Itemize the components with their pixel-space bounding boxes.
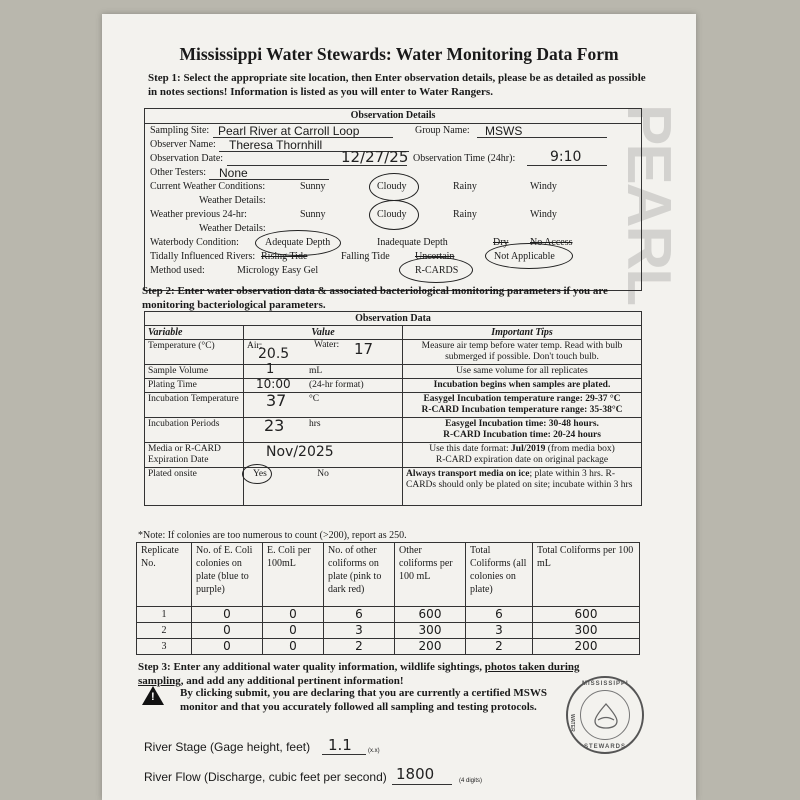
rep-cell[interactable]: 300 [395, 623, 466, 639]
rep-cell[interactable]: 0 [263, 623, 324, 639]
step3-instructions: Step 3: Enter any additional water quality information, wildlife sightings, photos taken during sampling, and add any additional pertinent information! [138, 661, 580, 687]
rep-cell[interactable]: 0 [192, 639, 263, 655]
method-option-rcards[interactable]: R-CARDS [415, 265, 459, 276]
media-tip-2: R-CARD expiration date on original package [435, 455, 609, 465]
rep-cell[interactable]: 0 [263, 607, 324, 623]
group-name-value[interactable]: MSWS [485, 124, 523, 138]
rep-cell: 2 [137, 623, 192, 639]
plated-yes-option[interactable]: Yes [253, 469, 267, 479]
plating-time-unit: (24-hr format) [309, 380, 364, 390]
group-name-label: Group Name: [415, 125, 470, 136]
incubation-period-label: Incubation Periods [145, 418, 244, 443]
rep-cell: 1 [137, 607, 192, 623]
water-temp-value[interactable]: 17 [354, 340, 374, 358]
method-label: Method used: [150, 265, 205, 276]
weather-option-sunny[interactable]: Sunny [300, 181, 326, 192]
weather-option-rainy[interactable]: Rainy [453, 181, 477, 192]
water-label: Water: [314, 340, 340, 350]
rep-header-replicate: Replicate No. [137, 543, 192, 607]
prev-weather-option-windy[interactable]: Windy [530, 209, 557, 220]
msws-seal-logo: MISSISSIPPI STEWARDS WATER [566, 676, 644, 754]
tidal-option-falling[interactable]: Falling Tide [341, 251, 390, 262]
rep-cell[interactable]: 6 [324, 607, 395, 623]
warning-icon: ! [142, 686, 164, 705]
table-row [137, 607, 640, 623]
replicate-table [136, 542, 640, 655]
sample-volume-value[interactable]: 1 [266, 362, 275, 377]
plated-tip-1: Always transport media on ice [406, 469, 530, 479]
other-testers-value[interactable]: None [219, 166, 248, 180]
observation-time-label: Observation Time (24hr): [413, 153, 516, 164]
observation-time-value[interactable]: 9:10 [550, 149, 582, 165]
rep-cell[interactable]: 600 [395, 607, 466, 623]
rep-cell[interactable]: 2 [324, 639, 395, 655]
waterbody-option-inadequate[interactable]: Inadequate Depth [377, 237, 448, 248]
rep-header-other-per-100: Other coliforms per 100 mL [395, 543, 466, 607]
sample-volume-unit: mL [309, 366, 323, 376]
waterbody-condition-label: Waterbody Condition: [150, 237, 239, 248]
rep-cell[interactable]: 200 [533, 639, 640, 655]
incubation-period-tip-2: R-CARD Incubation time: 20-24 hours [443, 430, 601, 440]
incubation-temp-tip-2: R-CARD Incubation temperature range: 35-38°C [421, 405, 623, 415]
rep-cell[interactable]: 2 [466, 639, 533, 655]
rep-header-total: Total Coliforms (all colonies on plate) [466, 543, 533, 607]
rep-cell[interactable]: 600 [533, 607, 640, 623]
rep-cell[interactable]: 3 [466, 623, 533, 639]
incubation-period-unit: hrs [309, 419, 321, 429]
observation-date-value[interactable]: 12/27/25 [341, 148, 409, 166]
incubation-period-tip-1: Easygel Incubation time: 30-48 hours. [445, 419, 599, 429]
waterbody-option-dry[interactable]: Dry [493, 237, 509, 248]
col-variable: Variable [145, 326, 244, 340]
weather-previous-label: Weather previous 24-hr: [150, 209, 247, 220]
rep-header-ecoli-per-100: E. Coli per 100mL [263, 543, 324, 607]
tidal-option-uncertain[interactable]: Uncertain [415, 251, 455, 262]
observation-details-header: Observation Details [145, 109, 641, 124]
rep-header-other-colonies: No. of other coliforms on plate (pink to dark red) [324, 543, 395, 607]
incubation-period-value[interactable]: 23 [264, 416, 285, 435]
media-tip-format: Jul/2019 [511, 444, 546, 454]
river-flow-label: River Flow (Discharge, cubic feet per second) [144, 770, 387, 784]
incubation-temp-value[interactable]: 37 [266, 391, 287, 410]
declaration-text: By clicking submit, you are declaring that you are currently a certified MSWS monitor and that you accurately followed all sampling and testing protocols. [180, 687, 547, 713]
col-tips: Important Tips [403, 326, 642, 340]
step2-instructions: Step 2: Enter water observation data & associated bacteriological monitoring parameters if you are monitoring bacteriological parameters. [142, 285, 608, 311]
sample-volume-tip: Use same volume for all replicates [403, 365, 642, 379]
sampling-site-value[interactable]: Pearl River at Carroll Loop [218, 124, 360, 138]
rep-header-ecoli-colonies: No. of E. Coli colonies on plate (blue to purple) [192, 543, 263, 607]
media-tip-1: Use this date format: [429, 444, 512, 454]
air-label: Air: [247, 341, 263, 351]
observation-details-box [144, 108, 642, 291]
rep-cell[interactable]: 0 [192, 607, 263, 623]
rep-cell: 3 [137, 639, 192, 655]
step1-instructions: Step 1: Select the appropriate site location, then Enter observation details, please be as detailed as possible in notes sections! Information is listed as you will enter to Water Rangers. [148, 72, 646, 98]
air-temp-value[interactable]: 20.5 [258, 346, 290, 362]
form-paper [102, 14, 696, 800]
sampling-site-label: Sampling Site: [150, 125, 210, 136]
incubation-temp-label: Incubation Temperature [145, 393, 244, 418]
temperature-label: Temperature (°C) [145, 340, 244, 365]
tidal-label: Tidally Influenced Rivers: [150, 251, 256, 262]
weather-details-label: Weather Details: [199, 195, 266, 206]
media-expiration-value[interactable]: Nov/2025 [266, 444, 334, 460]
table-row [137, 639, 640, 655]
current-weather-label: Current Weather Conditions: [150, 181, 266, 192]
colonies-note: *Note: If colonies are too numerous to count (>200), report as 250. [138, 530, 407, 541]
table-row [137, 623, 640, 639]
river-stage-label: River Stage (Gage height, feet) [144, 740, 311, 754]
observation-date-label: Observation Date: [150, 153, 224, 164]
prev-weather-selection-circle [369, 200, 419, 230]
rep-cell[interactable]: 3 [324, 623, 395, 639]
rep-cell[interactable]: 0 [192, 623, 263, 639]
river-flow-hint: (4 digits) [459, 778, 483, 784]
river-stage-value[interactable]: 1.1 [328, 736, 352, 754]
tidal-option-not-applicable[interactable]: Not Applicable [494, 251, 555, 262]
pearl-watermark: PEARL [614, 104, 683, 305]
plated-no-option[interactable]: No [317, 469, 329, 479]
incubation-temp-unit: °C [309, 394, 320, 404]
water-drop-icon [592, 703, 620, 729]
plated-tip-2: ; plate within 3 hrs. R-CARDs should only be plated on site; incubate within 3 hrs [406, 469, 633, 490]
rep-cell[interactable]: 200 [395, 639, 466, 655]
plated-onsite-label: Plated onsite [145, 468, 244, 506]
rep-cell[interactable]: 0 [263, 639, 324, 655]
river-flow-value[interactable]: 1800 [396, 765, 435, 783]
rep-header-total-per-100: Total Coliforms per 100 mL [533, 543, 640, 607]
temperature-tip: Measure air temp before water temp. Read with bulb submerged if possible. Don't touch bulb. [403, 340, 642, 365]
river-stage-hint: (x.x) [368, 748, 380, 754]
plating-time-tip: Incubation begins when samples are plated. [403, 379, 642, 393]
observation-data-header: Observation Data [145, 312, 642, 326]
current-weather-selection-circle [369, 173, 419, 201]
observer-name-label: Observer Name: [150, 139, 216, 150]
weather-details-label-2: Weather Details: [199, 223, 266, 234]
tidal-option-rising[interactable]: Rising Tide [261, 251, 308, 262]
incubation-temp-tip-1: Easygel Incubation temperature range: 29-37 °C [423, 394, 621, 404]
prev-weather-option-cloudy[interactable]: Cloudy [377, 209, 407, 220]
media-expiration-label: Media or R-CARD Expiration Date [145, 443, 244, 468]
form-title: Mississippi Water Stewards: Water Monitoring Data Form [179, 44, 619, 64]
col-value: Value [244, 326, 403, 340]
observation-data-table [144, 311, 642, 506]
plating-time-value[interactable]: 10:00 [256, 377, 291, 391]
rep-cell[interactable]: 6 [466, 607, 533, 623]
prev-weather-option-sunny[interactable]: Sunny [300, 209, 326, 220]
other-testers-label: Other Testers: [150, 167, 207, 178]
prev-weather-option-rainy[interactable]: Rainy [453, 209, 477, 220]
weather-option-cloudy[interactable]: Cloudy [377, 181, 407, 192]
plated-selection-circle [242, 464, 272, 484]
sample-volume-label: Sample Volume [145, 365, 244, 379]
rep-cell[interactable]: 300 [533, 623, 640, 639]
observer-name-value[interactable]: Theresa Thornhill [229, 138, 323, 152]
waterbody-option-adequate[interactable]: Adequate Depth [265, 237, 331, 248]
waterbody-option-no-access[interactable]: No Access [530, 237, 573, 248]
media-tip-1c: (from media box) [545, 444, 615, 454]
method-option-easygel[interactable]: Micrology Easy Gel [237, 265, 319, 276]
plating-time-label: Plating Time [145, 379, 244, 393]
weather-option-windy[interactable]: Windy [530, 181, 557, 192]
